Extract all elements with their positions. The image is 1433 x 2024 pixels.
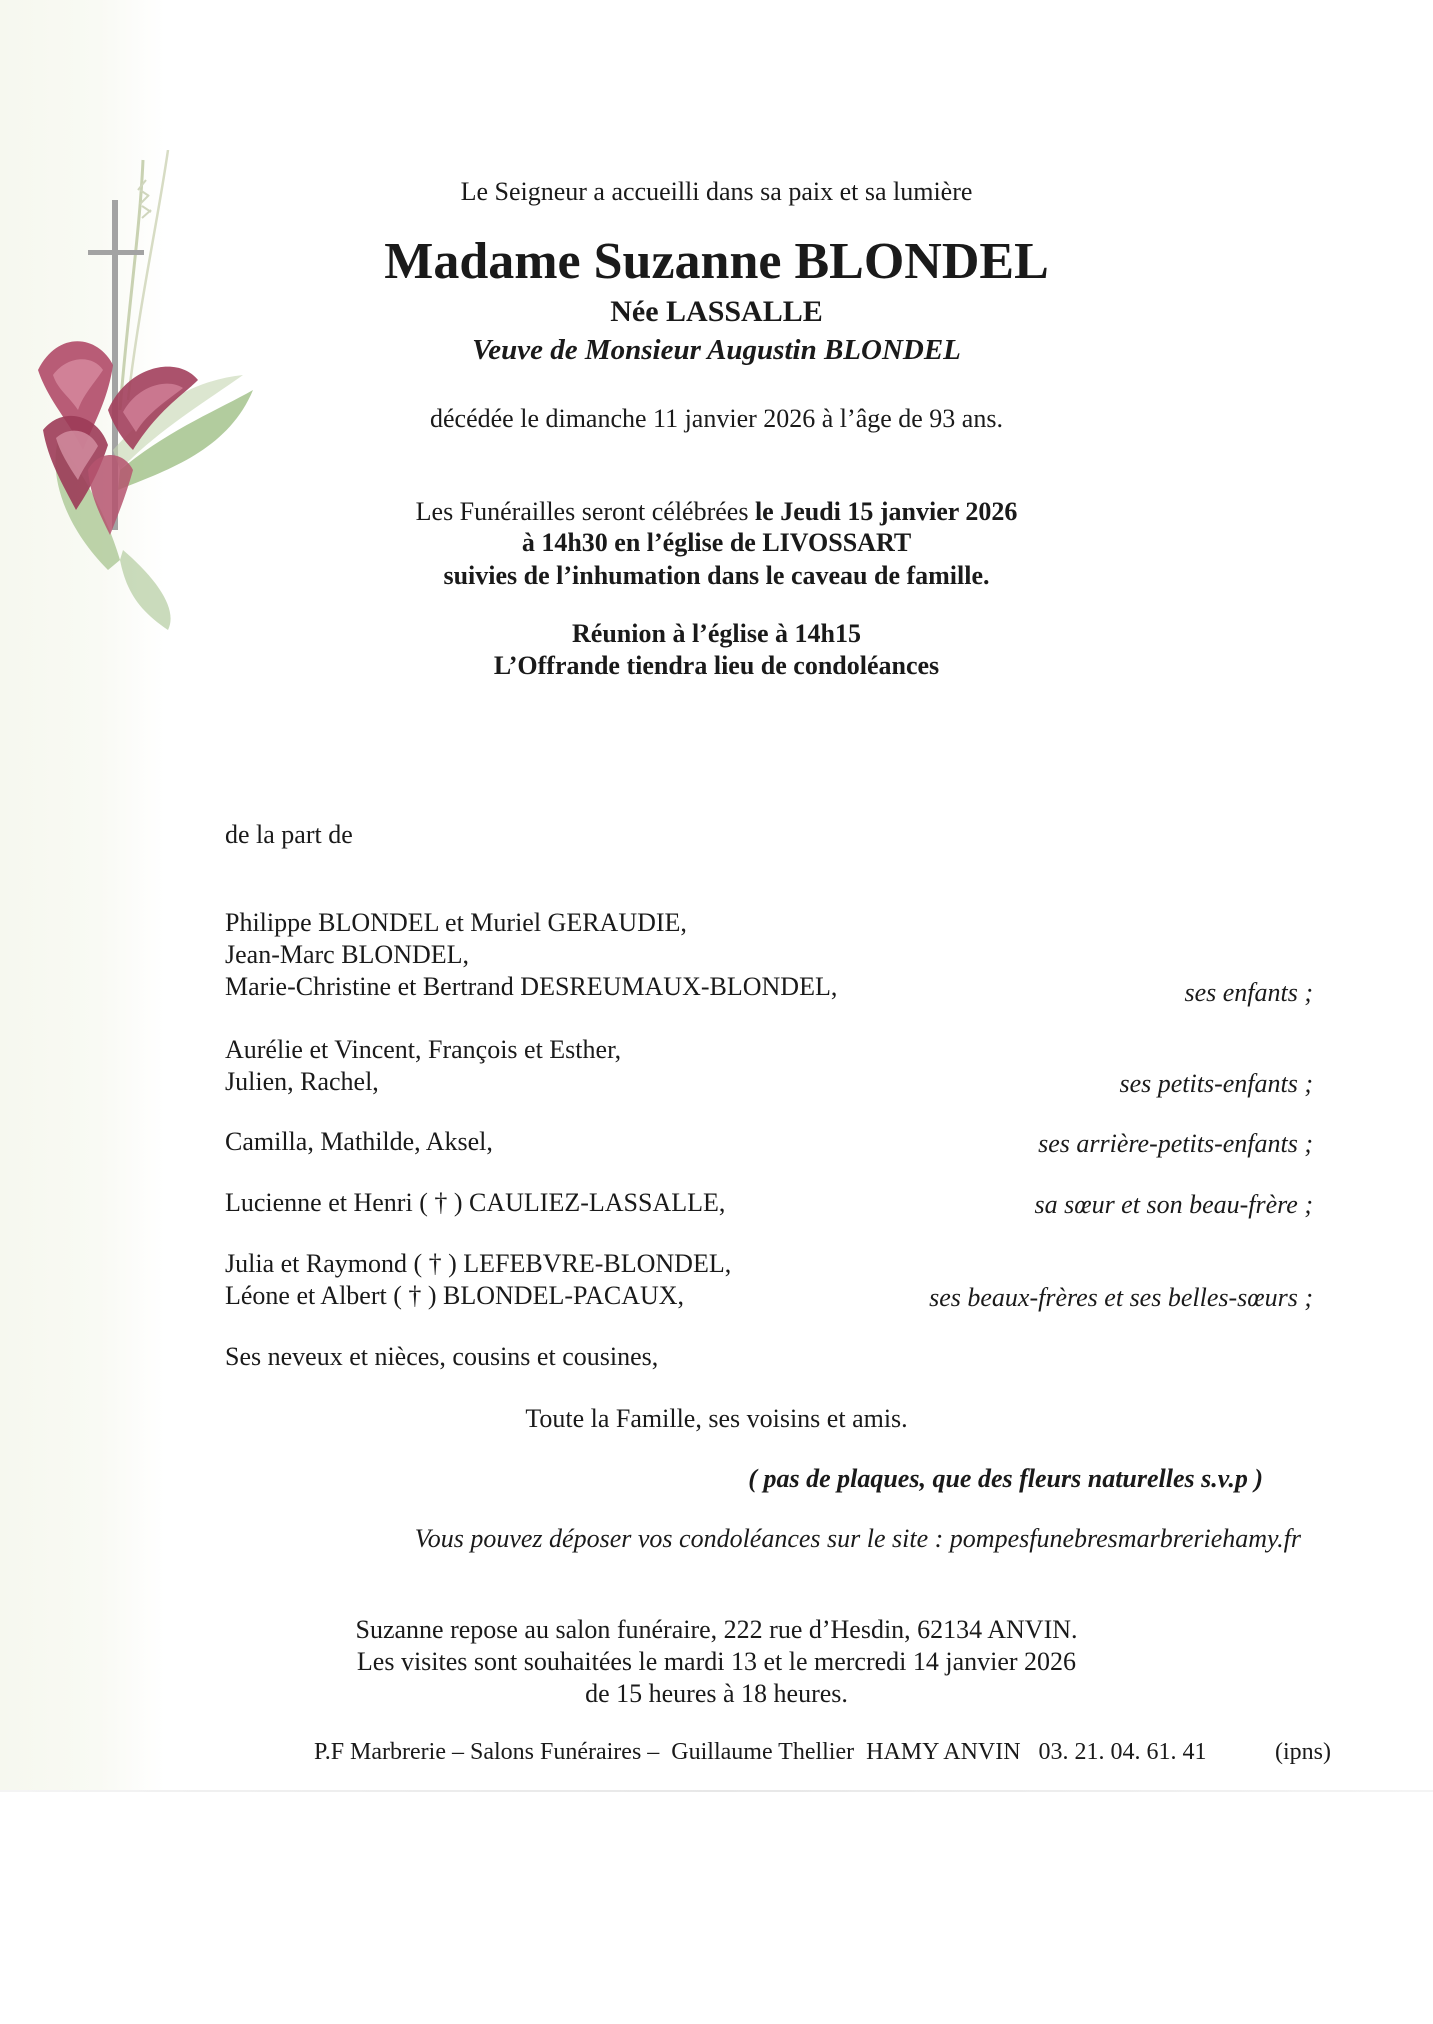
family-name-line: Marie-Christine et Bertrand DESREUMAUX-BLONDEL, xyxy=(225,972,838,1001)
flowers-note: ( pas de plaques, que des fleurs naturelles s.v.p ) xyxy=(748,1464,1263,1493)
family-name-line: Ses neveux et nièces, cousins et cousines, xyxy=(225,1342,659,1371)
resting-place: Suzanne repose au salon funéraire, 222 rue d’Hesdin, 62134 ANVIN. xyxy=(355,1615,1078,1644)
meeting-time: Réunion à l’église à 14h15 xyxy=(572,619,861,648)
family-name-line: Camilla, Mathilde, Aksel, xyxy=(225,1127,493,1156)
burial-info: suivies de l’inhumation dans le caveau de famille. xyxy=(443,561,990,590)
visit-dates: Les visites sont souhaitées le mardi 13 et le mercredi 14 janvier 2026 xyxy=(356,1647,1077,1676)
family-relation: ses enfants ; xyxy=(1184,978,1313,1007)
family-name-line: Léone et Albert ( † ) BLONDEL-PACAUX, xyxy=(225,1281,685,1310)
family-relation: ses petits-enfants ; xyxy=(1119,1069,1313,1098)
from-label: de la part de xyxy=(225,820,353,849)
family-name-line: Lucienne et Henri ( † ) CAULIEZ-LASSALLE, xyxy=(225,1188,726,1217)
funeral-date: le Jeudi 15 janvier 2026 xyxy=(754,497,1018,526)
condolences-website: Vous pouvez déposer vos condoléances sur le site : pompesfunebresmarbreriehamy.fr xyxy=(414,1524,1301,1553)
widow-of: Veuve de Monsieur Augustin BLONDEL xyxy=(472,334,961,366)
whole-family-line: Toute la Famille, ses voisins et amis. xyxy=(525,1404,908,1433)
footer-code: (ipns) xyxy=(1275,1739,1331,1765)
family-name-line: Julia et Raymond ( † ) LEFEBVRE-BLONDEL, xyxy=(225,1249,732,1278)
intro-line: Le Seigneur a accueilli dans sa paix et sa lumière xyxy=(460,177,973,206)
visit-hours: de 15 heures à 18 heures. xyxy=(585,1679,848,1708)
funeral-place: à 14h30 en l’église de LIVOSSART xyxy=(521,528,912,557)
family-name-line: Julien, Rachel, xyxy=(225,1067,379,1096)
funeral-intro-text: Les Funérailles seront célébrées xyxy=(415,497,755,526)
divider xyxy=(0,1790,1433,1792)
family-name-line: Jean-Marc BLONDEL, xyxy=(225,940,470,969)
death-date: décédée le dimanche 11 janvier 2026 à l’âge de 93 ans. xyxy=(430,404,1003,433)
maiden-name: Née LASSALLE xyxy=(610,295,823,328)
family-name-line: Aurélie et Vincent, François et Esther, xyxy=(225,1035,622,1064)
family-relation: ses beaux-frères et ses belles-sœurs ; xyxy=(929,1283,1313,1312)
funeral-home-info: P.F Marbrerie – Salons Funéraires – Guillaume Thellier HAMY ANVIN 03. 21. 04. 61. 41 xyxy=(314,1739,1207,1765)
family-relation: sa sœur et son beau-frère ; xyxy=(1034,1190,1313,1219)
family-relation: ses arrière-petits-enfants ; xyxy=(1038,1129,1313,1158)
family-name-line: Philippe BLONDEL et Muriel GERAUDIE, xyxy=(225,908,687,937)
offering-note: L’Offrande tiendra lieu de condoléances xyxy=(493,651,940,680)
deceased-name: Madame Suzanne BLONDEL xyxy=(384,233,1049,290)
funeral-date-line xyxy=(0,496,1433,528)
